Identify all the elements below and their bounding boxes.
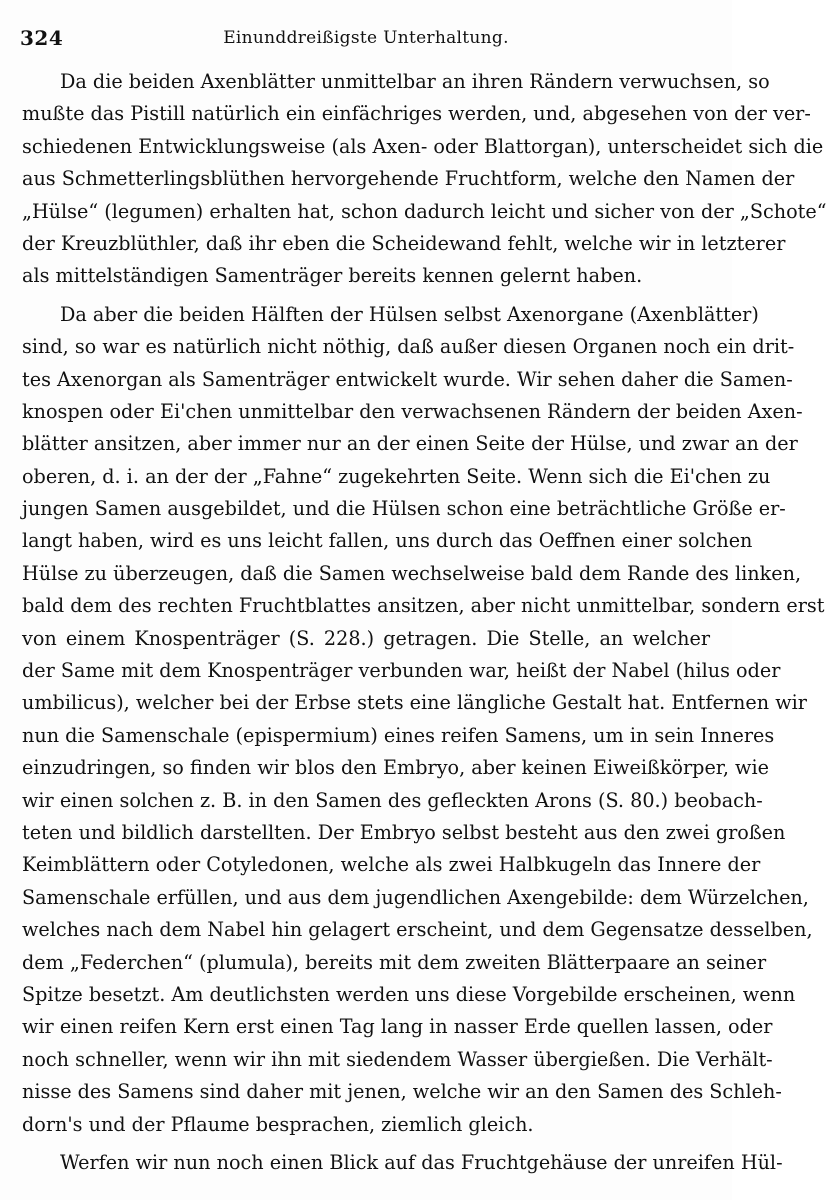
text-line: einzudringen, so finden wir blos den Embryo, aber keinen Eiweißkörper, wie bbox=[22, 756, 769, 780]
text-line: nisse des Samens sind daher mit jenen, welche wir an den Samen des Schleh- bbox=[22, 1080, 782, 1104]
text-line: Da die beiden Axenblätter unmittelbar an ihren Rändern verwuchsen, so bbox=[60, 70, 770, 93]
page-number: 324 bbox=[20, 26, 64, 50]
text-line: als mittelständigen Samenträger bereits kennen gelernt haben. bbox=[22, 264, 643, 288]
text-line: aus Schmetterlingsblüthen hervorgehende Fruchtform, welche den Namen der bbox=[22, 167, 795, 191]
text-line: schiedenen Entwicklungsweise (als Axen- oder Blattorgan), unterscheidet sich die bbox=[22, 134, 824, 158]
text-line: sind, so war es natürlich nicht nöthig, daß außer diesen Organen noch ein drit- bbox=[22, 335, 795, 359]
body-text bbox=[22, 66, 827, 1179]
text-line: Keimblättern oder Cotyledonen, welche als zwei Halbkugeln das Innere der bbox=[22, 853, 761, 877]
text-line: knospen oder Ei'chen unmittelbar den verwachsenen Rändern der beiden Axen- bbox=[22, 399, 803, 423]
page-header bbox=[20, 26, 712, 56]
text-line: langt haben, wird es uns leicht fallen, uns durch das Oeffnen einer solchen bbox=[22, 529, 753, 553]
text-line: „Hülse“ (legumen) erhalten hat, schon dadurch leicht und sicher von der „Schote“ bbox=[22, 199, 827, 223]
text-line: wir einen reifen Kern erst einen Tag lang in nasser Erde quellen lassen, oder bbox=[22, 1015, 773, 1039]
text-line: teten und bildlich darstellten. Der Embryo selbst besteht aus den zwei großen bbox=[22, 820, 786, 844]
text-line: dorn's und der Pflaume besprachen, ziemlich gleich. bbox=[22, 1112, 534, 1136]
text-line: dem „Federchen“ (plumula), bereits mit dem zweiten Blätterpaare an seiner bbox=[22, 950, 767, 974]
text-line: wir einen solchen z. B. in den Samen des gefleckten Arons (S. 80.) beobach- bbox=[22, 788, 763, 812]
text-line: umbilicus), welcher bei der Erbse stets eine längliche Gestalt hat. Entfernen wir bbox=[22, 691, 807, 715]
text-line: der Kreuzblüthler, daß ihr eben die Scheidewand fehlt, welche wir in letzterer bbox=[22, 231, 786, 255]
text-line: Spitze besetzt. Am deutlichsten werden uns diese Vorgebilde erscheinen, wenn bbox=[22, 982, 796, 1006]
text-line: jungen Samen ausgebildet, und die Hülsen schon eine beträchtliche Größe er- bbox=[22, 497, 786, 521]
text-line: tes Axenorgan als Samenträger entwickelt wurde. Wir sehen daher die Samen- bbox=[22, 367, 793, 391]
text-line: der Same mit dem Knospenträger verbunden war, heißt der Nabel (hilus oder bbox=[22, 659, 781, 683]
text-line: mußte das Pistill natürlich ein einfächriges werden, und, abgesehen von der ver- bbox=[22, 102, 811, 126]
text-line: von einem Knospenträger (S. 228.) getragen. Die Stelle, an welcher bbox=[22, 626, 710, 650]
text-line: Hülse zu überzeugen, daß die Samen wechselweise bald dem Rande des linken, bbox=[22, 561, 802, 585]
text-line: Werfen wir nun noch einen Blick auf das Fruchtgehäuse der unreifen Hül- bbox=[60, 1150, 783, 1174]
text-line: bald dem des rechten Fruchtblattes ansitzen, aber nicht unmittelbar, sondern erst bbox=[22, 594, 825, 618]
paragraph bbox=[22, 1147, 783, 1179]
paragraph bbox=[22, 66, 827, 293]
text-line: Samenschale erfüllen, und aus dem jugendlichen Axengebilde: dem Würzelchen, bbox=[22, 885, 809, 909]
paragraph bbox=[22, 299, 825, 1141]
text-line: blätter ansitzen, aber immer nur an der einen Seite der Hülse, und zwar an der bbox=[22, 432, 798, 456]
text-line: Da aber die beiden Hälften der Hülsen selbst Axenorgane (Axenblätter) bbox=[60, 302, 759, 326]
text-line: welches nach dem Nabel hin gelagert erscheint, und dem Gegensatze desselben, bbox=[22, 918, 813, 942]
text-line: oberen, d. i. an der der „Fahne“ zugekehrten Seite. Wenn sich die Ei'chen zu bbox=[22, 464, 771, 488]
text-line: noch schneller, wenn wir ihn mit siedendem Wasser übergießen. Die Verhält- bbox=[22, 1047, 773, 1071]
text-line: nun die Samenschale (epispermium) eines reifen Samens, um in sein Inneres bbox=[22, 723, 775, 747]
running-title: Einunddreißigste Unterhaltung. bbox=[223, 28, 509, 48]
